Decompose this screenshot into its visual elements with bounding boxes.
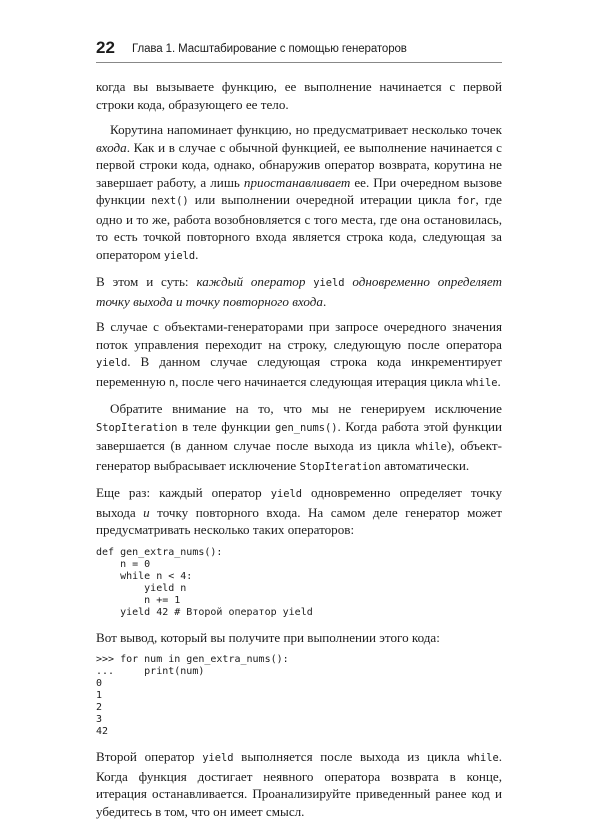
page-number: 22 (96, 38, 115, 57)
page-body (96, 78, 502, 828)
code-block-output: >>> for num in gen_extra_nums(): ... print(num) 0 1 2 3 42 (96, 654, 289, 737)
paragraph-4: В случае с объектами-генераторами при запросе очередного значения поток управления переходит на строку, следующую после оператора yield. В данном случае следующая строка кода инкрементирует переменную n, после чего начинается следующая итерация цикла while. (96, 319, 502, 389)
paragraph-2: Корутина напоминает функцию, но предусматривает несколько точек входа. Как и в случае с обычной функцией, ее выполнение начинается с первой строки кода, однако, обнаружив оператор возврата, корутина не завершает работу, а лишь приостанавливает ее. При очередном вызове функции next() или выполнении очередной итерации цикла for, где одно и то же, работа возобновляется с того места, где она остановилась, то есть точкой повторного входа является строка кода, следующая за оператором yield. (96, 122, 502, 262)
paragraph-3: В этом и суть: каждый оператор yield одновременно определяет точку выхода и точку повторного входа. (96, 274, 503, 309)
paragraph-7: Вот вывод, который вы получите при выполнении этого кода: (96, 629, 440, 645)
paragraph-8: Второй оператор yield выполняется после выхода из цикла while. Когда функция достигает неявного оператора возврата в конце, итерация останавливается. Проанализируйте приведенный ранее код и убедитесь в том, что он имеет смысл. (96, 749, 502, 819)
paragraph-1: когда вы вызываете функцию, ее выполнение начинается с первой строки кода, образующего ее тело. (96, 79, 502, 112)
page-header (96, 38, 502, 63)
chapter-title: Глава 1. Масштабирование с помощью генераторов (132, 43, 407, 55)
paragraph-5: Обратите внимание на то, что мы не генерируем исключение StopIteration в теле функции gen_nums(). Когда работа этой функции завершается (в данном случае после выхода из цикла while), объект-генератор выбрасывает исключение StopIteration автоматически. (96, 401, 502, 473)
paragraph-6: Еще раз: каждый оператор yield одновременно определяет точку выхода и точку повторного входа. На самом деле генератор может предусматривать несколько таких операторов: (96, 485, 503, 537)
code-block-generator: def gen_extra_nums(): n = 0 while n < 4: yield n n += 1 yield 42 # Второй оператор yield (96, 546, 313, 618)
